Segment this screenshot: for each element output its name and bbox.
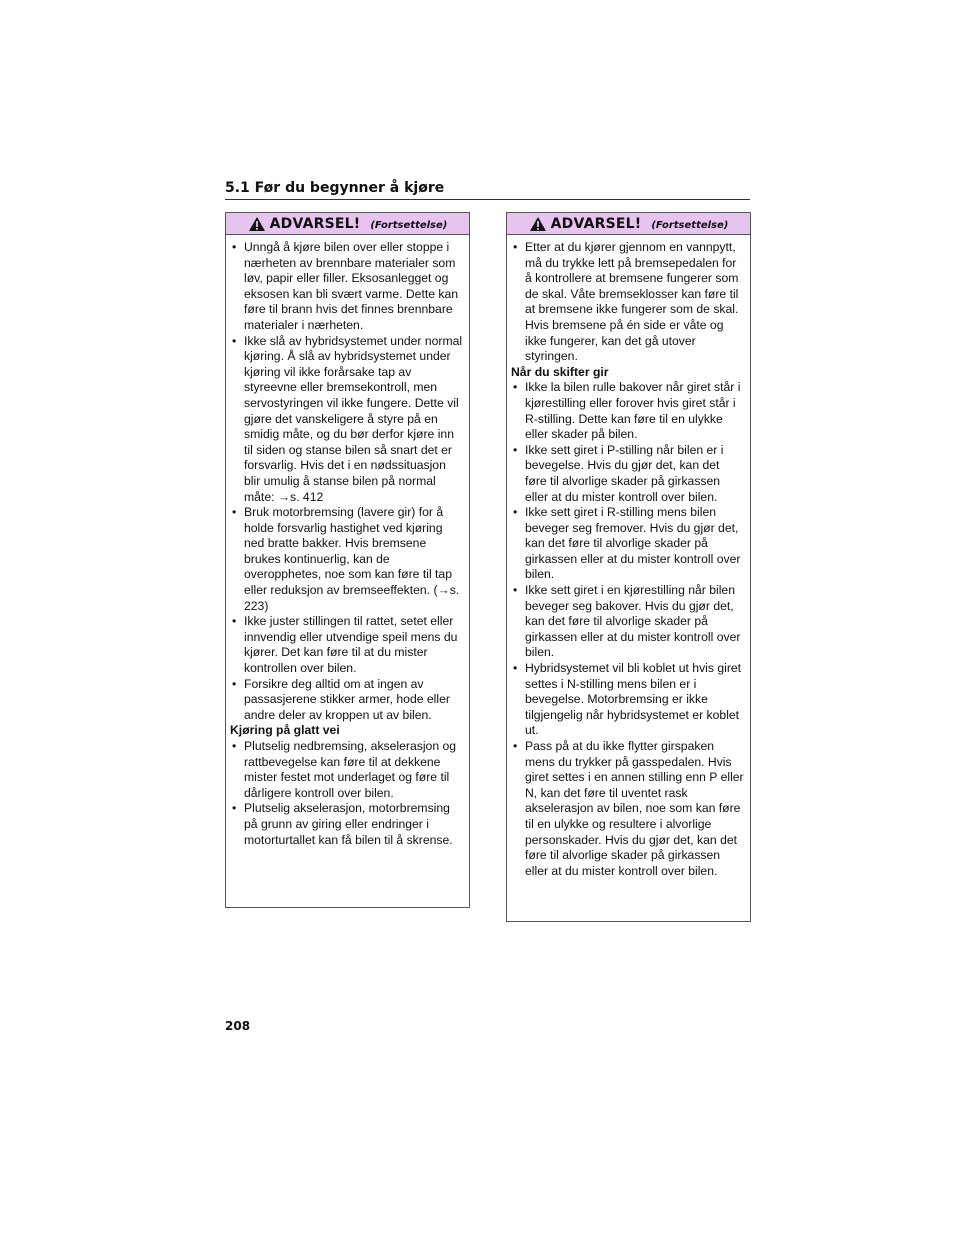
section-title: 5.1 Før du begynner å kjøre <box>225 180 445 196</box>
subheading: Kjøring på glatt vei <box>230 723 340 738</box>
list-item: • Plutselig nedbremsing, akselerasjon og rattbevegelse kan føre til at dekkene mister festet mot underlaget og føre til dårligere kontroll over bilen. <box>230 739 463 801</box>
warning-title: ADVARSEL! <box>269 215 361 232</box>
list-item: • Forsikre deg alltid om at ingen av passasjerene stikker armer, hode eller andre deler av kroppen ut av bilen. <box>230 677 463 724</box>
page-number: 208 <box>225 1019 251 1033</box>
warning-continued: (Fortsettelse) <box>370 219 448 231</box>
warning-header <box>226 213 469 235</box>
section-divider <box>225 199 750 200</box>
list-item: • Etter at du kjører gjennom en vannpytt, må du trykke lett på bremsepedalen for å kontrollere at bremsene fungerer som de skal. Våte bremseklosser kan føre til at bremsene ikke fungerer som de skal. Hvis bremsene på én side er våte og ikke fungerer, kan det gå utover styringen. <box>511 240 744 365</box>
warning-title: ADVARSEL! <box>550 215 642 232</box>
warning-header <box>507 213 750 235</box>
subheading: Når du skifter gir <box>511 364 609 379</box>
warning-box-right <box>506 212 751 922</box>
warning-triangle-icon <box>248 216 266 232</box>
list-item: • Ikke la bilen rulle bakover når giret står i kjørestilling eller forover hvis giret står i R-stilling. Dette kan føre til en ulykke eller skader på bilen. <box>511 380 744 442</box>
list-item: • Ikke sett giret i R-stilling mens bilen beveger seg fremover. Hvis du gjør det, kan det føre til alvorlige skader på girkassen eller at du mister kontroll over bilen. <box>511 505 744 583</box>
list-item: • Plutselig akselerasjon, motorbremsing på grunn av giring eller endringer i motorturtallet kan få bilen til å skrense. <box>230 801 463 848</box>
list-item: • Unngå å kjøre bilen over eller stoppe i nærheten av brennbare materialer som løv, papir eller filler. Eksosanlegget og eksosen kan bli svært varme. Dette kan føre til brann hvis det finnes brennbare materialer i nærheten. <box>230 240 463 334</box>
warning-triangle-icon <box>529 216 547 232</box>
warning-continued: (Fortsettelse) <box>651 219 729 231</box>
warning-body <box>507 235 750 879</box>
warning-box-left <box>225 212 470 908</box>
list-item: • Ikke juster stillingen til rattet, setet eller innvendig eller utvendige speil mens du kjører. Det kan føre til at du mister kontrollen over bilen. <box>230 614 463 676</box>
list-item: • Ikke slå av hybridsystemet under normal kjøring. Å slå av hybridsystemet under kjøring vil ikke forårsake tap av styreevne eller bremsekontroll, men servostyringen vil ikke fungere. Dette vil gjøre det vanskeligere å styre på en smidig måte, og du bør derfor kjøre inn til siden og stanse bilen så snart det er forsvarlig. Hvis det i en nødssituasjon blir umulig å stanse bilen på normal måte: →s. 412 <box>230 334 463 506</box>
warning-body <box>226 235 469 848</box>
list-item: • Ikke sett giret i P-stilling når bilen er i bevegelse. Hvis du gjør det, kan det føre til alvorlige skader på girkassen eller at du mister kontroll over bilen. <box>511 443 744 505</box>
list-item: • Bruk motorbremsing (lavere gir) for å holde forsvarlig hastighet ved kjøring ned bratte bakker. Hvis bremsene brukes kontinuerlig, kan de overopphetes, noe som kan føre til tap eller reduksjon av bremseeffekten. (→s. 223) <box>230 505 463 614</box>
list-item: • Ikke sett giret i en kjørestilling når bilen beveger seg bakover. Hvis du gjør det, kan det føre til alvorlige skader på girkassen eller at du mister kontroll over bilen. <box>511 583 744 661</box>
list-item: • Pass på at du ikke flytter girspaken mens du trykker på gasspedalen. Hvis giret settes i en annen stilling enn P eller N, kan det føre til uventet rask akselerasjon av bilen, noe som kan føre til en ulykke og resultere i alvorlige personskader. Hvis du gjør det, kan det føre til alvorlige skader på girkassen eller at du mister kontroll over bilen. <box>511 739 744 879</box>
list-item: • Hybridsystemet vil bli koblet ut hvis giret settes i N-stilling mens bilen er i bevegelse. Motorbremsing er ikke tilgjengelig når hybridsystemet er koblet ut. <box>511 661 744 739</box>
